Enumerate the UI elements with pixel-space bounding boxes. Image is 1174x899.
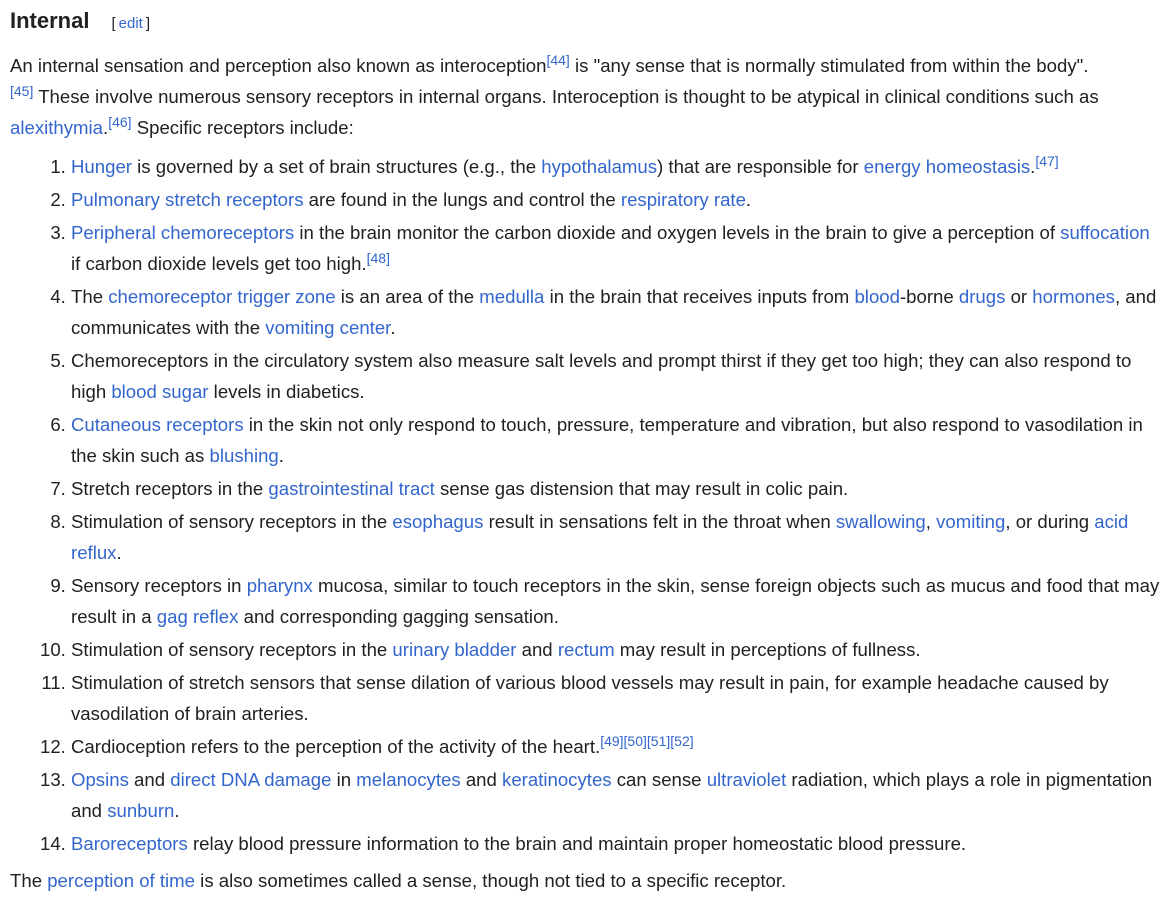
link-direct-dna-damage[interactable]: direct DNA damage	[170, 769, 332, 790]
link-gastrointestinal-tract[interactable]: gastrointestinal tract	[268, 478, 435, 499]
link-opsins[interactable]: Opsins	[71, 769, 129, 790]
link-blushing[interactable]: blushing	[209, 445, 279, 466]
list-item: 4. The chemoreceptor trigger zone is an area of the medulla in the brain that receives inputs from blood-borne drugs or hormones, and communicates with the vomiting center.	[71, 281, 1164, 343]
link-ultraviolet[interactable]: ultraviolet	[706, 769, 787, 790]
link-vomiting-center[interactable]: vomiting center	[265, 317, 391, 338]
link-blood[interactable]: blood	[854, 286, 900, 307]
link-energy-homeostasis[interactable]: energy homeostasis	[863, 156, 1031, 177]
citation-46[interactable]: [46]	[108, 113, 132, 130]
link-swallowing[interactable]: swallowing	[835, 511, 926, 532]
link-acid-reflux[interactable]: acid reflux	[71, 511, 1129, 563]
link-peripheral-chemoreceptors[interactable]: Peripheral chemoreceptors	[71, 222, 295, 243]
list-item: 10. Stimulation of sensory receptors in the urinary bladder and rectum may result in perceptions of fullness.	[71, 634, 1164, 665]
edit-section-link[interactable]: edit	[118, 15, 143, 32]
link-urinary-bladder[interactable]: urinary bladder	[392, 639, 517, 660]
citation-49[interactable]: [49]	[600, 732, 624, 749]
list-item: 12. Cardioception refers to the perception of the activity of the heart.[49][50][51][52]	[71, 731, 1164, 762]
list-item: 13. Opsins and direct DNA damage in melanocytes and keratinocytes can sense ultraviolet radiation, which plays a role in pigmentation and sunburn.	[71, 764, 1164, 826]
link-drugs[interactable]: drugs	[958, 286, 1006, 307]
link-chemoreceptor-trigger-zone[interactable]: chemoreceptor trigger zone	[108, 286, 336, 307]
citation-45[interactable]: [45]	[10, 82, 34, 99]
section-heading	[10, 0, 1164, 40]
list-item: 7. Stretch receptors in the gastrointestinal tract sense gas distension that may result in colic pain.	[71, 473, 1164, 504]
citation-48[interactable]: [48]	[366, 249, 390, 266]
citation-47[interactable]: [47]	[1035, 152, 1059, 169]
citation-51[interactable]: [51]	[646, 732, 671, 749]
list-item: 8. Stimulation of sensory receptors in the esophagus result in sensations felt in the throat when swallowing, vomiting, or during acid reflux.	[71, 506, 1164, 568]
link-hormones[interactable]: hormones	[1032, 286, 1115, 307]
link-keratinocytes[interactable]: keratinocytes	[502, 769, 612, 790]
link-rectum[interactable]: rectum	[557, 639, 615, 660]
edit-section-link-wrapper: [ edit ]	[111, 15, 150, 32]
list-item: 3. Peripheral chemoreceptors in the brain monitor the carbon dioxide and oxygen levels in the brain to give a perception of suffocation if carbon dioxide levels get too high.[48]	[71, 217, 1164, 279]
link-vomiting[interactable]: vomiting	[936, 511, 1006, 532]
list-item: 1. Hunger is governed by a set of brain structures (e.g., the hypothalamus) that are responsible for energy homeostasis.[47]	[71, 151, 1164, 182]
intro-paragraph: An internal sensation and perception also known as interoception[44] is "any sense that is normally stimulated from within the body". [45] These involve numerous sensory receptors in internal organs. Interoception is thought to be atypical in clinical conditions such as alexithymia.[46] Specific receptors include:	[10, 51, 1099, 138]
link-cutaneous-receptors[interactable]: Cutaneous receptors	[71, 414, 244, 435]
link-pharynx[interactable]: pharynx	[246, 575, 313, 596]
link-melanocytes[interactable]: melanocytes	[356, 769, 461, 790]
link-gag-reflex[interactable]: gag reflex	[156, 606, 239, 627]
link-hypothalamus[interactable]: hypothalamus	[541, 156, 658, 177]
link-esophagus[interactable]: esophagus	[392, 511, 484, 532]
citation-50[interactable]: [50]	[623, 732, 647, 749]
outro-paragraph: The perception of time is also sometimes called a sense, though not tied to a specific receptor.	[10, 870, 787, 891]
list-item: 2. Pulmonary stretch receptors are found in the lungs and control the respiratory rate.	[71, 184, 1164, 215]
list-item: 9. Sensory receptors in pharynx mucosa, similar to touch receptors in the skin, sense foreign objects such as mucus and food that may result in a gag reflex and corresponding gagging sensation.	[71, 570, 1164, 632]
link-respiratory-rate[interactable]: respiratory rate	[620, 189, 746, 210]
link-suffocation[interactable]: suffocation	[1060, 222, 1150, 243]
citation-52[interactable]: [52]	[670, 732, 694, 749]
citation-44[interactable]: [44]	[546, 51, 570, 68]
link-sunburn[interactable]: sunburn	[107, 800, 175, 821]
link-baroreceptors[interactable]: Baroreceptors	[71, 833, 188, 854]
receptor-list	[10, 151, 1164, 859]
list-item: 5. Chemoreceptors in the circulatory system also measure salt levels and prompt thirst if they get too high; they can also respond to high blood sugar levels in diabetics.	[71, 345, 1164, 407]
link-perception-of-time[interactable]: perception of time	[47, 870, 196, 891]
link-medulla[interactable]: medulla	[479, 286, 545, 307]
list-item: 11. Stimulation of stretch sensors that sense dilation of various blood vessels may result in pain, for example headache caused by vasodilation of brain arteries.	[71, 667, 1164, 729]
section-title: Internal	[10, 8, 90, 33]
link-alexithymia[interactable]: alexithymia	[10, 117, 104, 138]
link-hunger[interactable]: Hunger	[71, 156, 132, 177]
list-item: 6. Cutaneous receptors in the skin not only respond to touch, pressure, temperature and vibration, but also respond to vasodilation in the skin such as blushing.	[71, 409, 1164, 471]
link-blood-sugar[interactable]: blood sugar	[111, 381, 209, 402]
list-item: 14. Baroreceptors relay blood pressure information to the brain and maintain proper homeostatic blood pressure.	[71, 828, 1164, 859]
link-pulmonary-stretch-receptors[interactable]: Pulmonary stretch receptors	[71, 189, 304, 210]
